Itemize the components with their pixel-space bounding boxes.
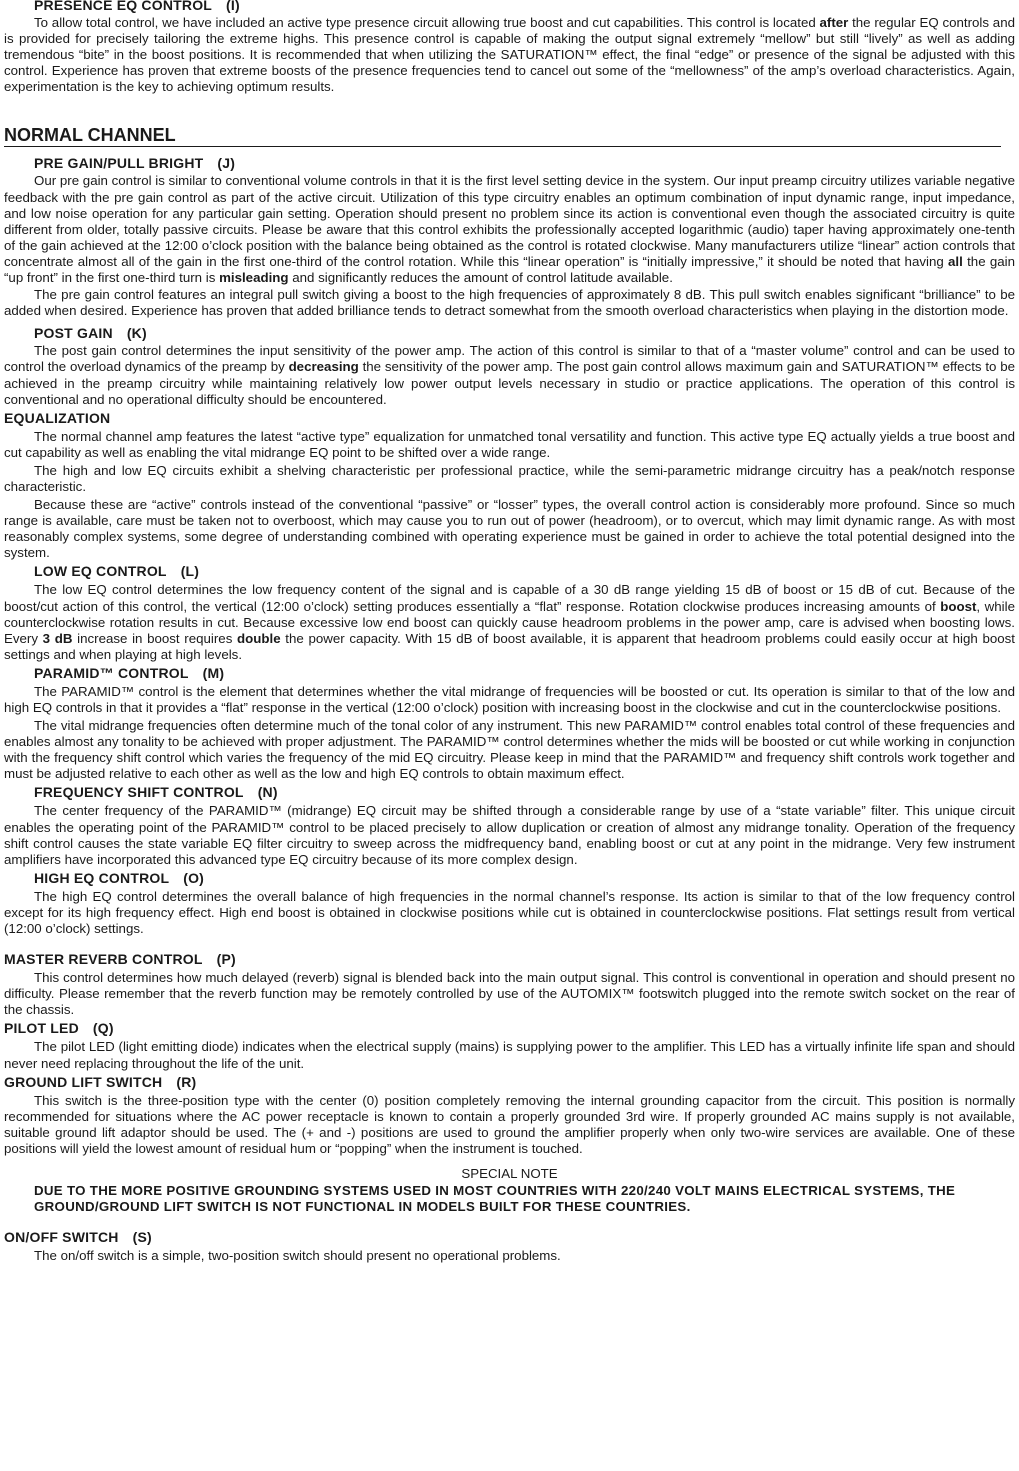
special-note-text: DUE TO THE MORE POSITIVE GROUNDING SYSTEMS USED IN MOST COUNTRIES WITH 220/240 VOLT MAINS ELECTRICAL SYSTEMS, THE GROUND/GROUND LIFT SWITCH IS NOT FUNCTIONAL IN MODELS BUILT FOR THESE COUNTRIES.: [34, 1182, 956, 1214]
section-title-normal-channel: NORMAL CHANNEL: [4, 125, 1001, 147]
onoff-heading: [4, 1229, 1015, 1246]
ground-code: (R): [176, 1073, 197, 1090]
pregain-heading: [4, 155, 1015, 172]
postgain-code: (K): [126, 325, 147, 342]
higheq-heading-text: HIGH EQ CONTROL: [34, 869, 170, 886]
presence-text-a: To allow total control, we have included an active type presence circuit allowing true boost and cut capabilities. This control is located: [34, 15, 820, 30]
presence-emphasis-after: after: [819, 15, 849, 30]
paramid-code: (M): [202, 664, 225, 681]
loweq-heading-text: LOW EQ CONTROL: [34, 563, 167, 580]
equalization-paragraph-3: Because these are “active” controls instead of the conventional “passive” or “losser” types, the overall control action is considerably more profound. Since so much range is available, care must be taken not to overboost, which may cause you to run out of power (headroom), or to overcut, which may limit dynamic range. As with most reasonably complex systems, some degree of understanding combined with operating experience must be gained in order to achieve the total potential designed into the system.: [4, 497, 1015, 561]
loweq-paragraph: [4, 582, 1015, 662]
loweq-emphasis-double: double: [237, 630, 281, 646]
pregain-text-c: the gain “up front” in the first one-third turn is: [4, 253, 1016, 286]
reverb-paragraph: This control determines how much delayed (reverb) signal is blended back into the main output signal. This control is conventional in operation and should present no difficulty. Please remember that the reverb function may be remotely controlled by use of the AUTOMIX™ footswitch plugged into the remote switch socket on the rear of the chassis.: [4, 970, 1015, 1018]
pilot-heading: [4, 1020, 1015, 1037]
freqshift-code: (N): [257, 784, 278, 801]
loweq-text-g: the power capacity. With 15 dB of boost available, it is apparent that headroom problems could easily occur at high boost settings and when playing at high levels.: [4, 630, 1015, 662]
pilot-paragraph: The pilot LED (light emitting diode) indicates when the electrical supply (mains) is supplying power to the amplifier. This LED has a virtually infinite life span and should never need replacing throughout the life of the unit.: [4, 1039, 1015, 1071]
higheq-heading: [4, 870, 1015, 887]
postgain-paragraph: [4, 343, 1015, 407]
loweq-code: (L): [180, 563, 200, 580]
pregain-code: (J): [217, 155, 236, 172]
presence-heading: [4, 0, 1015, 14]
ground-paragraph: This switch is the three-position type with the center (0) position completely removing the internal grounding capacitor from the circuit. This position is normally recommended for situations where the AC power receptacle is known to contain a properly grounded 3rd wire. If properly grounded AC mains supply is not available, suitable ground lift adaptor should be used. The (+ and -) positions are used to ground the amplifier properly when only two-wire services are available. One of these positions will yield the lowest amount of residual hum or “popping” when the instrument is touched.: [4, 1092, 1015, 1156]
pregain-paragraph-1: [4, 173, 1015, 286]
loweq-text-c: , while counterclockwise rotation results in cut. Because excessive low end boost can quickly cause headroom problems in the power amp, care is advised when boosting lows. Every: [4, 598, 1015, 646]
equalization-heading: EQUALIZATION: [4, 409, 111, 426]
special-note-title: SPECIAL NOTE: [461, 1165, 558, 1181]
paramid-heading: [4, 665, 1015, 682]
paramid-heading-text: PARAMID™ CONTROL: [34, 664, 189, 681]
postgain-text-c: the sensitivity of the power amp. The post gain control allows maximum gain and SATURATION™ effects to be achieved in the preamp circuitry while maintaining relatively low power output levels necessary in studio or practice applications. The operation of this control is conventional and no operational difficulty should be encountered.: [4, 359, 1015, 407]
pilot-code: (Q): [92, 1020, 114, 1037]
paramid-paragraph-2: The vital midrange frequencies often determine much of the tonal color of any instrument. This new PARAMID™ control enables total control of these frequencies and enables almost any tonality to be achieved with proper adjustment. The PARAMID™ control determines whether the mids will be boosted or cut while working in conjunction with the frequency shift control which varies the frequency of the mid EQ circuitry. Please keep in mind that the PARAMID™ and frequency shift controls work together and must be adjusted relative to each other as well as the low and high EQ controls to obtain maximum effect.: [4, 718, 1015, 782]
loweq-emphasis-3db: 3 dB: [42, 630, 73, 646]
freqshift-heading-text: FREQUENCY SHIFT CONTROL: [34, 784, 244, 801]
pregain-heading-text: PRE GAIN/PULL BRIGHT: [34, 155, 204, 172]
presence-paragraph: [4, 15, 1015, 95]
postgain-text-a: The post gain control determines the input sensitivity of the power amp. The action of this control is similar to that of a “master volume” control and can be used to control the overload dynamics of the preamp by: [4, 343, 1015, 375]
onoff-heading-text: ON/OFF SWITCH: [4, 1228, 119, 1245]
loweq-emphasis-boost: boost: [940, 598, 977, 614]
loweq-heading: [4, 563, 1015, 580]
pregain-emphasis-all: all: [948, 253, 963, 269]
pregain-text-a: Our pre gain control is similar to conventional volume controls in that it is the first level setting device in the system. Our input preamp circuitry utilizes variable negative feedback with the pre gain control as part of the active circuit. Utilization of this type circuitry enables an optimum combination of input dynamic range, input impedance, and low noise operation for any particular gain setting. Operation should present no problem since its action is conventional even though the associated circuitry is quite different from older, totally passive circuits. Please be aware that this control exhibits the professionally accepted logarithmic (audio) taper having approximately one-tenth of the gain achieved at the 12:00 o’clock position with the balance being obtained as the control is rotated clockwise. Many manufacturers utilize “linear” action controls that concentrate almost all of the gain in the first one-third of the control rotation. While this “linear operation” is “initially impressive,” it should be noted that having: [4, 173, 1015, 269]
pregain-text-e: and significantly reduces the amount of control latitude available.: [288, 270, 673, 286]
loweq-text-a: The low EQ control determines the low frequency content of the signal and is capable of a 30 dB range yielding 15 dB of boost or 15 dB of cut. Because of the boost/cut action of this control, the vertical (12:00 o’clock) setting produces essentially a “flat” response. Rotation clockwise produces increasing amounts of: [4, 582, 1015, 614]
pilot-heading-text: PILOT LED: [4, 1020, 79, 1037]
presence-text-c: the regular EQ controls and is provided for precisely tailoring the extreme highs. This presence control is capable of making the output signal extremely “mellow” but still “lively” as well as adding tremendous “bite” in the boost positions. It is recommended that when utilizing the SATURATION™ effect, the final “edge” or presence of the signal be adjusted with this control. Experience has proven that extreme boosts of the presence frequencies tend to cancel out some of the “mellowness” of the amp’s overload characteristics. Again, experimentation is the key to achieving optimum results.: [4, 15, 1015, 95]
freqshift-paragraph: The center frequency of the PARAMID™ (midrange) EQ circuit may be shifted through a considerable range by use of a “state variable” filter. This unique circuit enables the operating point of the PARAMID™ control to be placed precisely to allow duplication or creation of almost any midrange tonality. Operation of the frequency shift control causes the state variable EQ filter circuitry to sweep across the midfrequency band, enabling boost or cut at any point in the midrange. Very few instrument amplifiers have incorporated this advanced type EQ circuitry because of its more complex design.: [4, 803, 1015, 867]
postgain-heading: [4, 325, 1015, 342]
freqshift-heading: [4, 784, 1015, 801]
ground-heading-text: GROUND LIFT SWITCH: [4, 1073, 163, 1090]
higheq-paragraph: The high EQ control determines the overall balance of high frequencies in the normal channel’s response. Its action is similar to that of the low frequency control except for its high frequency effect. High end boost is obtained in clockwise positions while cut is obtained in counterclockwise positions. Flat settings result from vertical (12:00 o’clock) settings.: [4, 888, 1015, 937]
paramid-paragraph-1: The PARAMID™ control is the element that determines whether the vital midrange of frequencies will be boosted or cut. Its operation is similar to that of the low and high EQ controls in that it provides a “flat” response in the vertical (12:00 o’clock) position with increasing boost in the clockwise and cut in the counterclockwise positions.: [4, 683, 1015, 715]
pregain-paragraph-2: The pre gain control features an integral pull switch giving a boost to the high frequencies of approximately 8 dB. This pull switch enables significant “brilliance” to be added when desired. Experience has proven that added brilliance tends to detract somewhat from the smooth overload characteristics when playing in the distortion mode.: [4, 287, 1015, 319]
reverb-heading-text: MASTER REVERB CONTROL: [4, 951, 203, 968]
equalization-paragraph-1: The normal channel amp features the latest “active type” equalization for unmatched tonal versatility and function. This active type EQ actually yields a true boost and cut capability as well as enabling the vital midrange EQ point to be shifted over a wide range.: [4, 428, 1015, 460]
reverb-heading: [4, 951, 1015, 968]
postgain-emphasis-decreasing: decreasing: [288, 359, 359, 375]
presence-code: (I): [226, 0, 240, 13]
loweq-text-e: increase in boost requires: [72, 630, 238, 646]
reverb-code: (P): [216, 951, 236, 968]
onoff-code: (S): [132, 1228, 152, 1245]
postgain-heading-text: POST GAIN: [34, 325, 113, 342]
presence-heading-text: PRESENCE EQ CONTROL: [34, 0, 213, 13]
equalization-paragraph-2: The high and low EQ circuits exhibit a shelving characteristic per professional practice, while the semi-parametric midrange circuitry has a peak/notch response characteristic.: [4, 462, 1015, 494]
higheq-code: (O): [183, 869, 205, 886]
pregain-emphasis-misleading: misleading: [219, 270, 289, 286]
ground-heading: [4, 1074, 1015, 1091]
onoff-paragraph: The on/off switch is a simple, two-position switch should present no operational problems.: [34, 1247, 561, 1263]
